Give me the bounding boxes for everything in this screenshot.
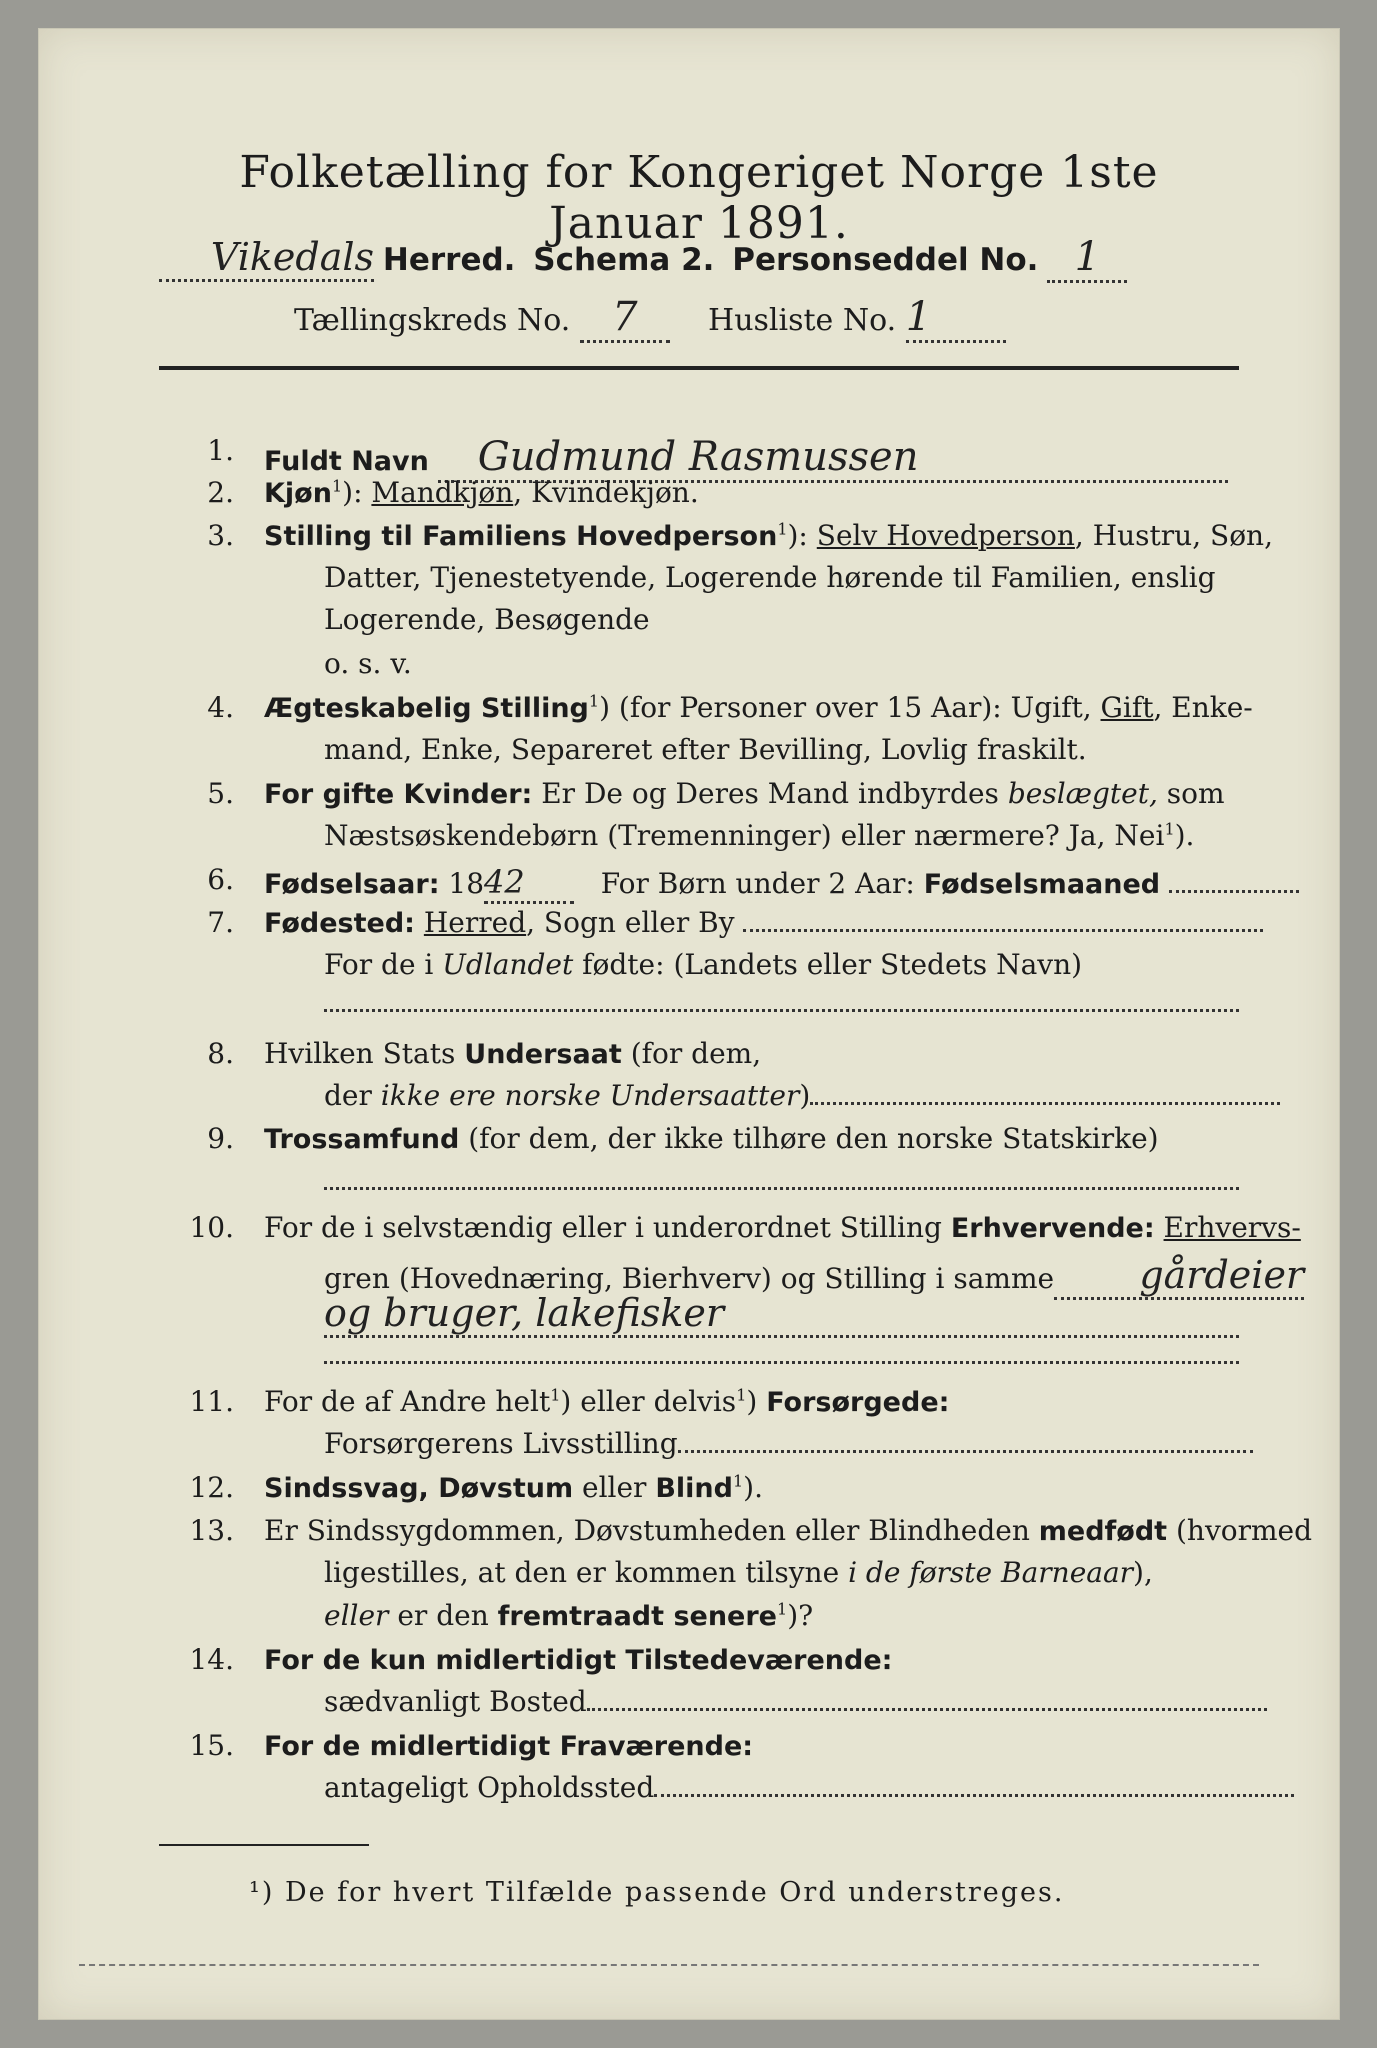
item-2-option-kvindekjon: Kvindekjøn.	[531, 476, 699, 509]
item-4-number: 4.	[207, 691, 234, 724]
birthplace-field	[743, 929, 1263, 932]
item-7-selected: Herred	[423, 906, 527, 939]
item-2: Kjøn$^1$): Mandkjøn, Kvindekjøn.	[264, 476, 699, 509]
occupation-value-2: og bruger, lakefisker	[324, 1291, 1239, 1338]
item-4-line-2: mand, Enke, Separeret efter Bevilling, Lovlig fraskilt.	[324, 733, 1087, 766]
item-13-number: 13.	[189, 1514, 234, 1547]
form-title: Folketælling for Kongeriget Norge 1ste Januar 1891.	[239, 147, 1159, 249]
item-8-text: Hvilken Stats	[264, 1037, 456, 1070]
footnote: ¹) De for hvert Tilfælde passende Ord understreges.	[249, 1877, 1065, 1908]
item-6-text: For Børn under 2 Aar:	[600, 867, 915, 900]
schema-label: Schema 2.	[533, 242, 715, 278]
item-4-rest: , Enke-	[1153, 691, 1253, 724]
item-3-selected: Selv Hovedperson	[816, 519, 1075, 552]
item-6	[264, 863, 1299, 904]
header-rule	[159, 366, 1239, 370]
item-13-line-2: ligestilles, at den er kommen tilsyne i de første Barneaar),	[324, 1556, 1153, 1589]
item-5-label: For gifte Kvinder:	[264, 779, 533, 810]
item-11-number: 11.	[189, 1385, 234, 1418]
item-15-line-2	[324, 1771, 1294, 1804]
item-7	[264, 906, 1263, 939]
item-12-number: 12.	[189, 1471, 234, 1504]
item-9-number: 9.	[207, 1122, 234, 1155]
item-11-line-2	[324, 1427, 1253, 1460]
item-3-label: Stilling til Familiens Hovedperson	[264, 521, 778, 552]
item-2-sup: 1	[331, 476, 343, 496]
residence-field	[587, 1708, 1267, 1711]
occupation-value-1: gårdeier	[1054, 1253, 1304, 1300]
personseddel-value: 1	[1047, 234, 1127, 283]
item-8-line-2a: der	[324, 1079, 372, 1112]
item-8-rest: (for dem,	[630, 1037, 762, 1070]
item-2-option-mandkjon: Mandkjøn	[371, 476, 514, 509]
item-4-selected: Gift	[1100, 691, 1154, 724]
herred-value: Vikedals	[159, 235, 374, 282]
item-11: For de af Andre helt$^1$) eller delvis$^1$) Forsørgede:	[264, 1385, 950, 1418]
item-12-label-2: Blind	[655, 1473, 733, 1504]
item-10-line-2-text: gren (Hovednæring, Bierhverv) og Stilling i samme	[324, 1262, 1055, 1295]
item-11-label: Forsørgede:	[766, 1387, 950, 1418]
item-5-tail: som	[1166, 777, 1225, 810]
item-13-line-3a: er den	[397, 1599, 489, 1632]
item-12-mid: eller	[582, 1471, 647, 1504]
item-5-text: Er De og Deres Mand indbyrdes	[541, 777, 999, 810]
item-4-paren: (for Personer over 15 Aar): Ugift,	[618, 691, 1092, 724]
item-7-line-2-italic: Udlandet	[442, 948, 574, 981]
kreds-line	[294, 294, 1006, 343]
item-1-number: 1.	[207, 434, 234, 467]
item-7-blank-line	[324, 1009, 1239, 1012]
item-12-label: Sindssvag, Døvstum	[264, 1473, 574, 1504]
item-13-line-3-italic: eller	[324, 1599, 389, 1632]
item-8-line-2-italic: ikke ere norske Undersaatter	[380, 1079, 800, 1112]
item-7-line-2a: For de i	[324, 948, 434, 981]
item-10-label: Erhvervende:	[950, 1213, 1155, 1244]
item-13-line-3: eller er den fremtraadt senere$^1$)?	[324, 1599, 814, 1632]
item-13-tail: (hvormed	[1175, 1514, 1313, 1547]
item-5	[264, 777, 1225, 810]
item-11-line-2-text: Forsørgerens Livsstilling	[324, 1427, 678, 1460]
item-9-label: Trossamfund	[264, 1124, 460, 1155]
item-14-line-2	[324, 1685, 1267, 1718]
item-7-number: 7.	[207, 906, 234, 939]
item-2-sep: ,	[513, 476, 532, 509]
item-3-line-4: o. s. v.	[324, 647, 412, 680]
provider-field	[678, 1450, 1253, 1453]
item-10-line-3	[324, 1291, 1239, 1338]
item-14-number: 14.	[189, 1643, 234, 1676]
item-2-label: Kjøn	[264, 478, 332, 509]
item-11-text: For de af Andre helt	[264, 1385, 551, 1418]
item-3-number: 3.	[207, 519, 234, 552]
item-15-line-2-text: antageligt Opholdssted	[324, 1771, 655, 1804]
item-13-text: Er Sindssygdommen, Døvstumheden eller Blindheden	[264, 1514, 1030, 1547]
item-14	[264, 1643, 892, 1676]
item-12: Sindssvag, Døvstum eller Blind$^1$).	[264, 1471, 763, 1504]
item-7-line-2	[324, 948, 1082, 981]
kreds-value: 7	[580, 294, 670, 343]
item-13-label: medfødt	[1038, 1516, 1168, 1547]
husliste-value: 1	[906, 294, 1006, 343]
footnote-rule	[159, 1844, 369, 1846]
citizenship-field	[810, 1102, 1280, 1105]
item-7-rest: , Sogn eller By	[526, 906, 735, 939]
item-13-line-2a: ligestilles, at den er kommen tilsyne	[324, 1556, 840, 1589]
item-7-label: Fødested:	[264, 908, 415, 939]
item-15-label: For de midlertidigt Fraværende:	[264, 1731, 754, 1762]
item-10-number: 10.	[189, 1211, 234, 1244]
item-5-line-2-text: Næstsøskendebørn (Tremenninger) eller nærmere? Ja, Nei	[324, 819, 1165, 852]
item-3-line-3: Logerende, Besøgende	[324, 603, 650, 636]
item-13	[264, 1514, 1312, 1547]
stay-place-field	[654, 1794, 1294, 1797]
item-15	[264, 1729, 753, 1762]
herred-label: Herred.	[382, 242, 516, 278]
item-5-italic: beslægtet,	[1007, 777, 1158, 810]
herred-line	[159, 234, 1127, 283]
item-6-number: 6.	[207, 863, 234, 896]
census-form	[38, 28, 1340, 2020]
item-13-line-3b: fremtraadt senere	[497, 1601, 777, 1632]
item-14-label: For de kun midlertidigt Tilstedeværende:	[264, 1645, 893, 1676]
item-10	[264, 1211, 1301, 1244]
item-6-label: Fødselsaar:	[264, 869, 440, 900]
birth-month-field	[1169, 890, 1299, 893]
item-13-line-2-italic: i de første Barneaar	[848, 1556, 1134, 1589]
item-11-mid: eller delvis	[580, 1385, 737, 1418]
item-2-number: 2.	[207, 476, 234, 509]
item-9-rest: (for dem, der ikke tilhøre den norske Statskirke)	[468, 1122, 1159, 1155]
item-4-label: Ægteskabelig Stilling	[264, 693, 589, 724]
item-8-line-2: der ikke ere norske Undersaatter)	[324, 1079, 1280, 1112]
item-6-prefix: 18	[448, 867, 485, 900]
item-14-line-2-text: sædvanligt Bosted	[324, 1685, 587, 1718]
item-3: Stilling til Familiens Hovedperson$^1$): Selv Hovedperson, Hustru, Søn,	[264, 519, 1273, 552]
item-3-line-2: Datter, Tjenestetyende, Logerende hørende til Familien, enslig	[324, 561, 1216, 594]
item-3-rest: , Hustru, Søn,	[1074, 519, 1273, 552]
bottom-perforation	[79, 1964, 1259, 1966]
kreds-label: Tællingskreds No.	[294, 303, 571, 338]
item-8-label: Undersaat	[464, 1039, 622, 1070]
item-8-number: 8.	[207, 1037, 234, 1070]
item-15-number: 15.	[189, 1729, 234, 1762]
item-1-label: Fuldt Navn	[264, 446, 429, 477]
item-9-blank-line	[324, 1187, 1239, 1190]
item-9	[264, 1122, 1159, 1155]
birth-year-value: 42	[484, 863, 574, 904]
item-10-blank-line	[324, 1361, 1239, 1364]
item-5-line-2: Næstsøskendebørn (Tremenninger) eller nærmere? Ja, Nei$^1$).	[324, 819, 1195, 852]
full-name-value: Gudmund Rasmussen	[438, 434, 1228, 483]
item-6-label-2: Fødselsmaaned	[923, 869, 1161, 900]
item-8	[264, 1037, 761, 1070]
item-10-text: For de i selvstændig eller i underordnet Stilling	[264, 1211, 942, 1244]
item-4: Ægteskabelig Stilling$^1$) (for Personer over 15 Aar): Ugift, Gift, Enke-	[264, 691, 1253, 724]
item-7-line-2b: fødte: (Landets eller Stedets Navn)	[582, 948, 1083, 981]
personseddel-label: Personseddel No.	[732, 242, 1039, 278]
husliste-label: Husliste No.	[708, 303, 897, 338]
item-5-number: 5.	[207, 777, 234, 810]
item-10-tail: Erhvervs-	[1163, 1211, 1301, 1244]
